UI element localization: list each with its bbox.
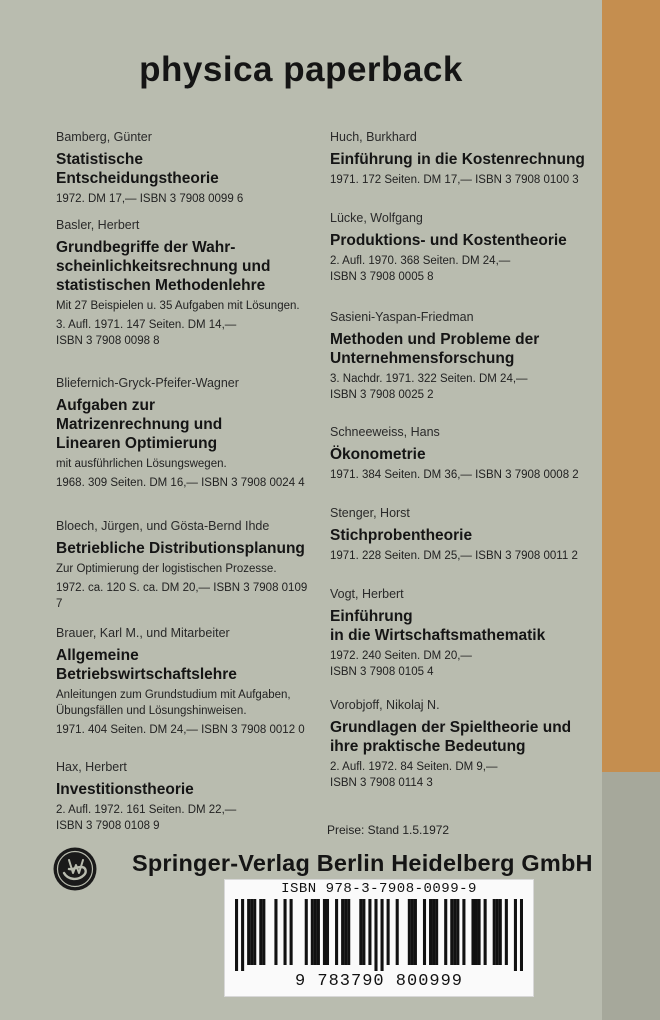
book-title: Allgemeine Betriebswirtschaftslehre <box>56 647 237 683</box>
book-entry <box>56 130 310 207</box>
book-entry <box>330 587 594 680</box>
barcode-bar <box>305 899 308 965</box>
barcode-bar <box>505 899 508 965</box>
barcode-bar <box>247 899 250 965</box>
barcode-bar <box>326 899 329 965</box>
book-title: Investitionstheorie <box>56 781 194 798</box>
book-author: Basler, Herbert <box>56 218 140 232</box>
book-title: Stichprobentheorie <box>330 527 473 544</box>
book-author: Brauer, Karl M., und Mitarbeiter <box>56 626 230 640</box>
barcode-bar <box>411 899 414 965</box>
book-details: 1968. 309 Seiten. DM 16,— ISBN 3 7908 0024 4 <box>56 477 305 489</box>
barcode-bar <box>359 899 362 965</box>
barcode-bar <box>414 899 417 965</box>
book-author: Schneeweiss, Hans <box>330 425 440 439</box>
book-author: Bloech, Jürgen, und Gösta-Bernd Ihde <box>56 519 270 533</box>
barcode-bar <box>478 899 481 965</box>
barcode-bar <box>314 899 317 965</box>
barcode-bar <box>290 899 293 965</box>
book-author: Sasieni-Yaspan-Friedman <box>330 310 474 324</box>
book-entry <box>330 698 594 791</box>
book-author: Lücke, Wolfgang <box>330 211 423 225</box>
grey-spine-stripe <box>602 772 660 1020</box>
book-title: Betriebliche Distributionsplanung <box>56 540 305 557</box>
book-title: Methoden und Probleme der Unternehmensforschung <box>330 331 540 367</box>
book-author: Bamberg, Günter <box>56 130 152 144</box>
barcode-bar <box>335 899 338 965</box>
book-details: 1971. 384 Seiten. DM 36,— ISBN 3 7908 0008 2 <box>330 469 579 481</box>
barcode-bar <box>344 899 347 965</box>
book-entry <box>56 218 310 349</box>
book-note: mit ausführlichen Lösungswegen. <box>56 458 227 470</box>
book-title: Einführung in die Wirtschaftsmathematik <box>330 608 546 644</box>
orange-spine-stripe <box>602 0 660 772</box>
barcode-bar <box>311 899 314 965</box>
barcode-bar <box>484 899 487 965</box>
book-details: 1971. 404 Seiten. DM 24,— ISBN 3 7908 0012 0 <box>56 724 305 736</box>
barcode-bar <box>444 899 447 965</box>
book-note: Zur Optimierung der logistischen Prozesse. <box>56 563 277 575</box>
book-entry <box>330 211 594 285</box>
barcode-bar <box>347 899 350 965</box>
publisher-name: Springer-Verlag Berlin Heidelberg GmbH <box>132 850 593 876</box>
barcode-bar <box>235 899 238 971</box>
barcode-bar <box>381 899 384 971</box>
book-details: 1972. 240 Seiten. DM 20,— ISBN 3 7908 0105 4 <box>330 650 472 678</box>
barcode-bar <box>259 899 262 965</box>
book-author: Huch, Burkhard <box>330 130 417 144</box>
book-details: 2. Aufl. 1972. 161 Seiten. DM 22,— ISBN 3 7908 0108 9 <box>56 804 237 832</box>
barcode-bar <box>499 899 502 965</box>
isbn-line: ISBN 978-3-7908-0099-9 <box>281 881 477 897</box>
book-details: 1971. 228 Seiten. DM 25,— ISBN 3 7908 0011 2 <box>330 550 578 562</box>
series-title: physica paperback <box>139 50 463 89</box>
barcode-bar <box>514 899 517 971</box>
ean-digits: 9 783790 800999 <box>294 972 464 991</box>
barcode-bar <box>323 899 326 965</box>
barcode-bar <box>262 899 265 965</box>
book-entry <box>330 310 594 403</box>
springer-logo-icon <box>52 846 98 892</box>
barcode-bar <box>362 899 365 965</box>
book-entry <box>56 376 310 491</box>
barcode-bar <box>274 899 277 965</box>
book-entry <box>56 760 310 834</box>
book-note: Anleitungen zum Grundstudium mit Aufgaben, Übungsfällen und Lösungshinweisen. <box>56 689 291 717</box>
book-title: Grundbegriffe der Wahr- scheinlichkeitsrechnung und statistischen Methodenlehre <box>56 239 271 294</box>
book-title: Aufgaben zur Matrizenrechnung und Linearen Optimierung <box>56 397 223 452</box>
book-note: Mit 27 Beispielen u. 35 Aufgaben mit Lösungen. <box>56 300 300 312</box>
book-author: Stenger, Horst <box>330 506 410 520</box>
barcode-bar <box>493 899 496 965</box>
barcode-bar <box>520 899 523 971</box>
book-author: Vorobjoff, Nikolaj N. <box>330 698 440 712</box>
barcode-bar <box>429 899 432 965</box>
book-author: Bliefernich-Gryck-Pfeifer-Wagner <box>56 376 239 390</box>
book-details: 3. Nachdr. 1971. 322 Seiten. DM 24,— ISBN 3 7908 0025 2 <box>330 373 528 401</box>
barcode-bar <box>471 899 474 965</box>
book-details: 2. Aufl. 1972. 84 Seiten. DM 9,— ISBN 3 7908 0114 3 <box>330 761 498 789</box>
book-title: Produktions- und Kostentheorie <box>330 232 567 249</box>
barcode-bar <box>435 899 438 965</box>
barcode-bar <box>368 899 371 965</box>
book-author: Vogt, Herbert <box>330 587 404 601</box>
barcode-bar <box>387 899 390 965</box>
barcode-bar <box>241 899 244 971</box>
barcode-bar <box>432 899 435 965</box>
book-entry <box>330 425 594 483</box>
barcode-bar <box>250 899 253 965</box>
barcode-bar <box>423 899 426 965</box>
barcode-bar <box>450 899 453 965</box>
book-details: 3. Aufl. 1971. 147 Seiten. DM 14,— ISBN 3 7908 0098 8 <box>56 319 237 347</box>
barcode-bar <box>284 899 287 965</box>
book-details: 1972. ca. 120 S. ca. DM 20,— ISBN 3 7908 0109 7 <box>56 582 308 610</box>
barcode-bar <box>408 899 411 965</box>
book-title: Grundlagen der Spieltheorie und ihre praktische Bedeutung <box>330 719 572 755</box>
barcode-bar <box>374 899 377 971</box>
book-author: Hax, Herbert <box>56 760 127 774</box>
barcode-bar <box>456 899 459 965</box>
book-title: Ökonometrie <box>330 446 426 463</box>
barcode-bar <box>462 899 465 965</box>
barcode-bar <box>253 899 256 965</box>
book-entry <box>330 506 594 564</box>
barcode-bar <box>396 899 399 965</box>
barcode-box <box>224 879 534 997</box>
barcode-bar <box>341 899 344 965</box>
book-entry <box>56 519 310 612</box>
book-details: 2. Aufl. 1970. 368 Seiten. DM 24,— ISBN 3 7908 0005 8 <box>330 255 511 283</box>
prices-note: Preise: Stand 1.5.1972 <box>327 823 450 837</box>
book-title: Statistische Entscheidungstheorie <box>56 151 219 187</box>
barcode-bar <box>317 899 320 965</box>
book-entry <box>56 626 310 738</box>
barcode-bar <box>496 899 499 965</box>
barcode <box>235 899 523 971</box>
book-title: Einführung in die Kostenrechnung <box>330 151 585 168</box>
book-entry <box>330 130 594 188</box>
barcode-bar <box>453 899 456 965</box>
barcode-bar <box>474 899 477 965</box>
book-details: 1972. DM 17,— ISBN 3 7908 0099 6 <box>56 193 244 205</box>
book-details: 1971. 172 Seiten. DM 17,— ISBN 3 7908 0100 3 <box>330 174 579 186</box>
